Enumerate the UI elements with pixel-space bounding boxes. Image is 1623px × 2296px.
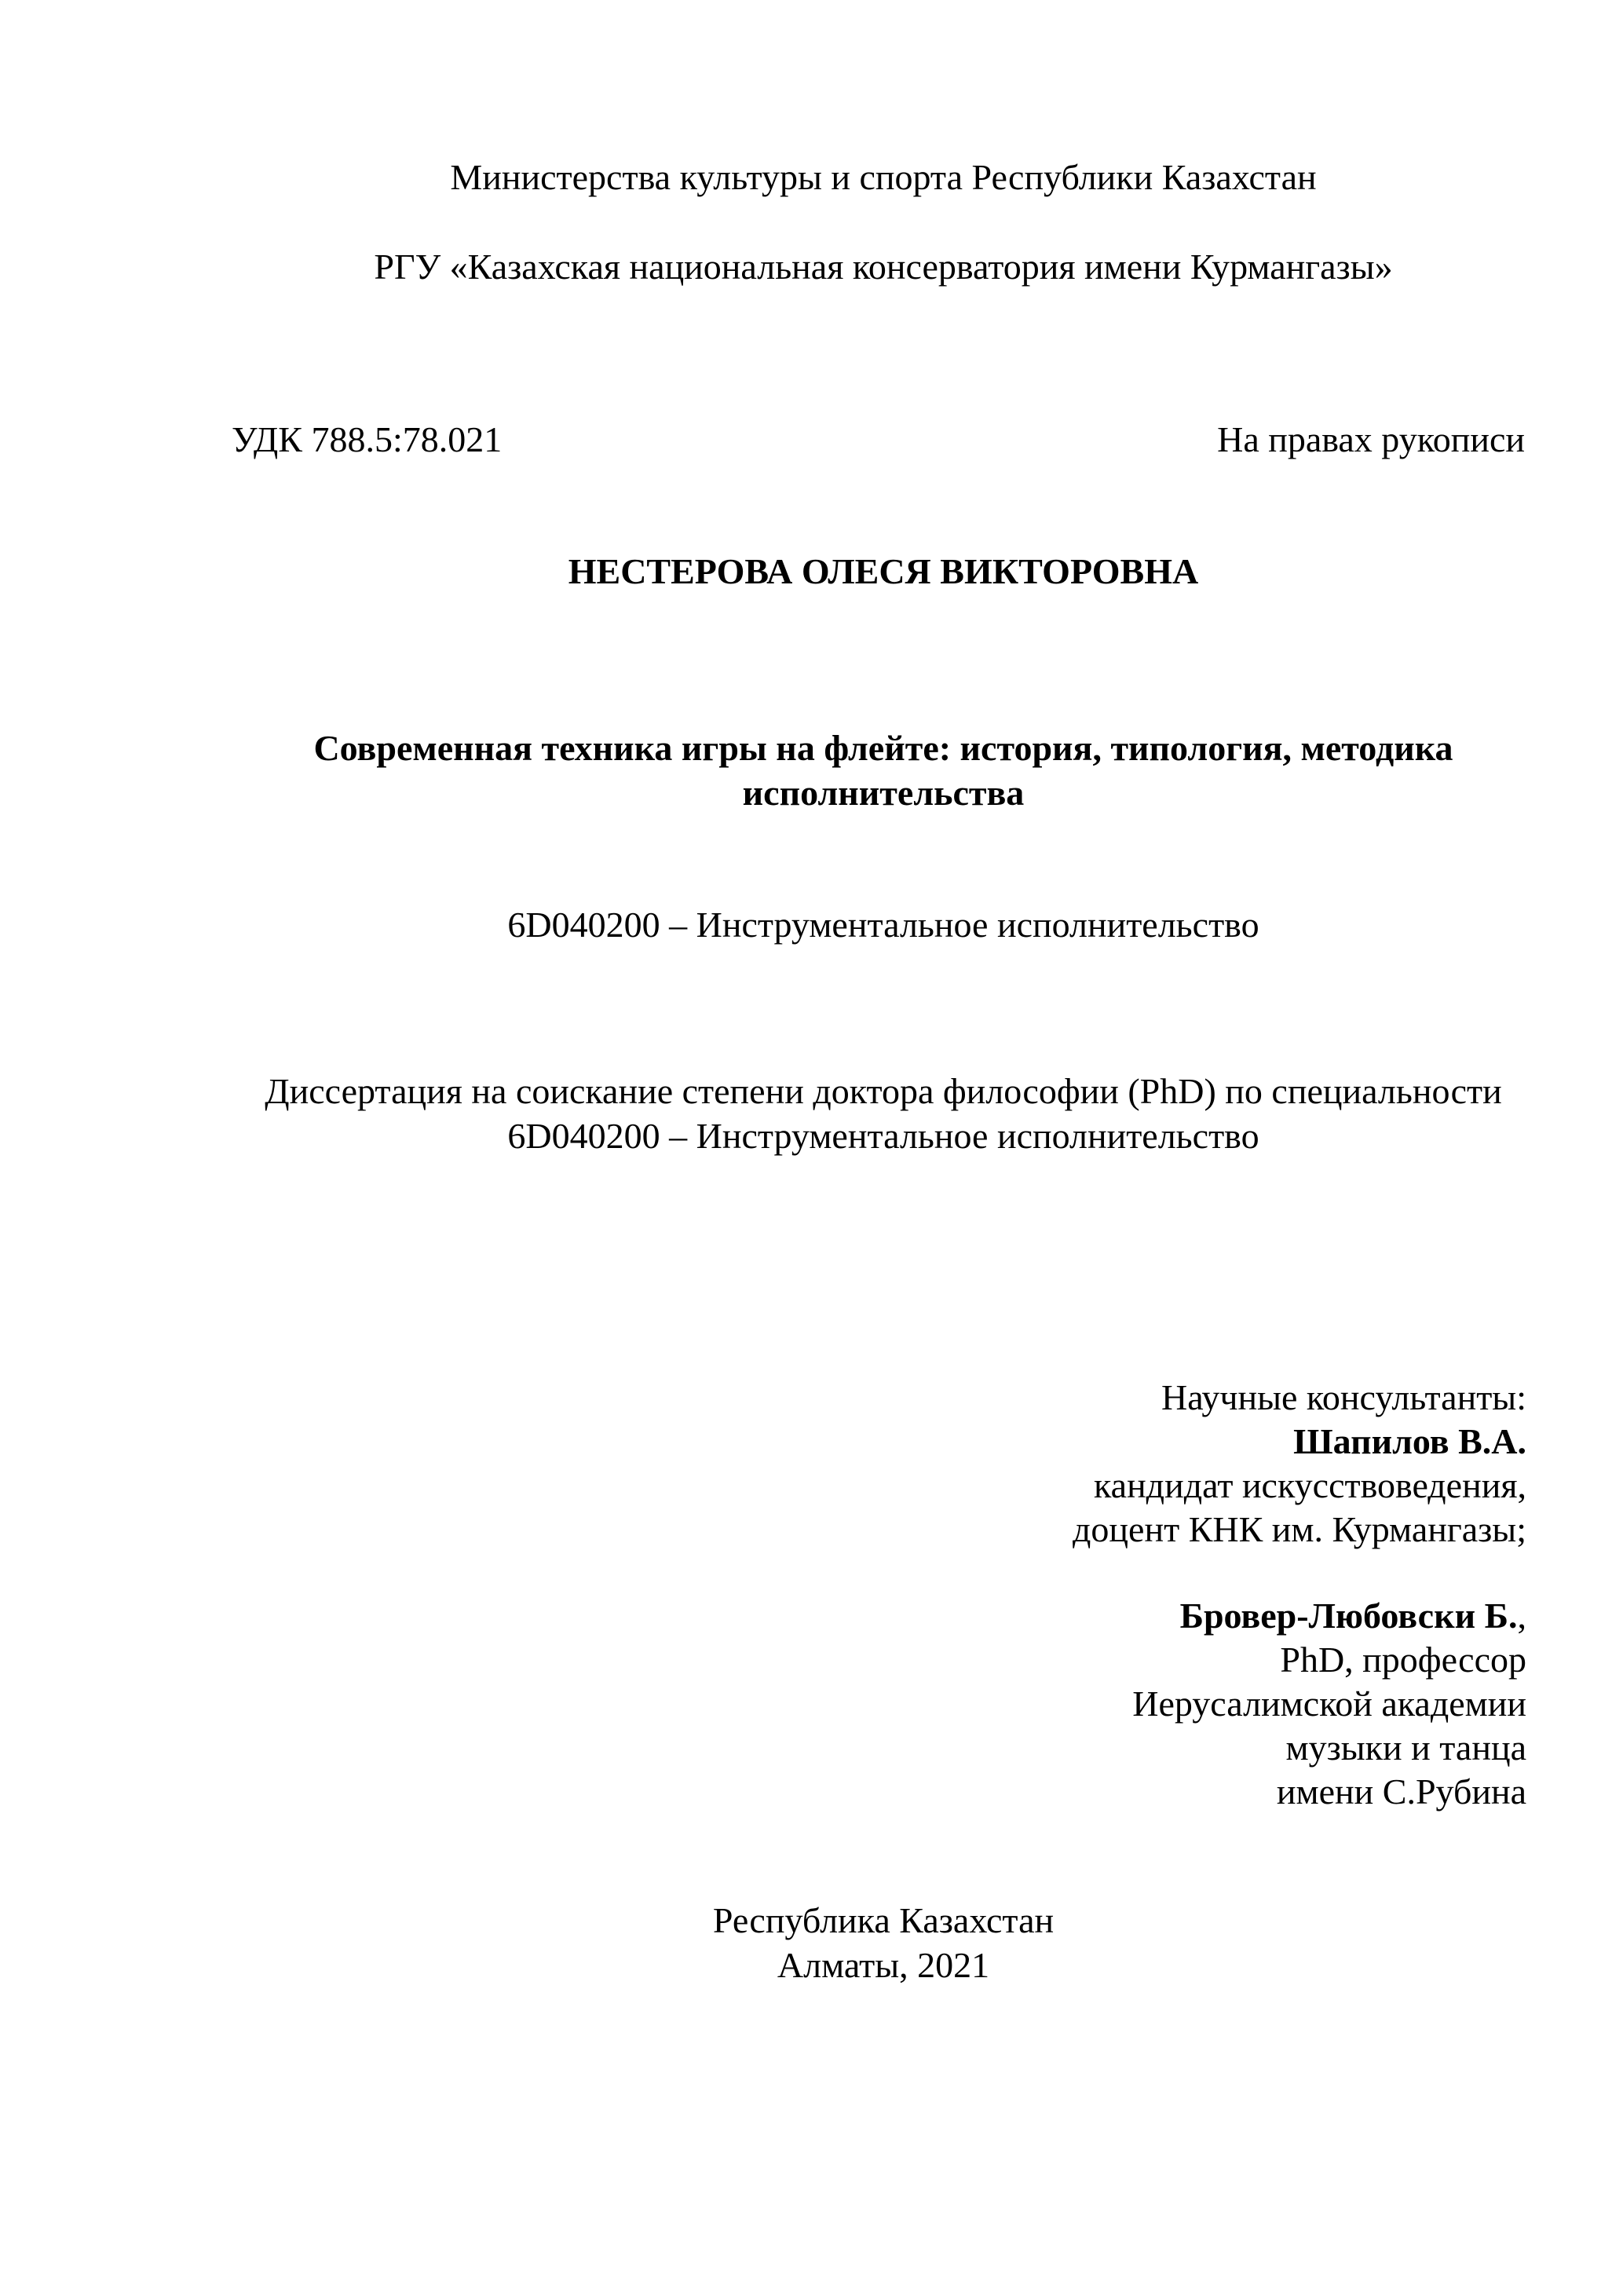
manuscript-note: На правах рукописи — [1217, 419, 1525, 459]
consultant-2-name-suffix: , — [1517, 1596, 1526, 1636]
consultant-2-name: Бровер-Любовски Б. — [1179, 1596, 1518, 1636]
consultant-2-name-line — [1073, 1594, 1526, 1638]
consultant-2-affiliation-2: музыки и танца — [1285, 1727, 1526, 1768]
consultant-2-affiliation-3: имени С.Рубина — [1276, 1771, 1526, 1812]
consultants-spacer — [1073, 1552, 1526, 1594]
ministry-heading: Министерства культуры и спорта Республики Казахстан — [450, 157, 1317, 197]
degree-statement-line-2: 6D040200 – Инструментальное исполнительство — [507, 1116, 1259, 1156]
footer-country: Республика Казахстан — [712, 1900, 1055, 1940]
dissertation-title-line-1: Современная техника игры на флейте: история, типология, методика — [313, 728, 1453, 768]
university-heading: РГУ «Казахская национальная консерватория имени Курмангазы» — [374, 247, 1393, 287]
consultant-2-degree: PhD, профессор — [1280, 1640, 1526, 1680]
degree-statement-line-1: Диссертация на соискание степени доктора философии (PhD) по специальности — [265, 1071, 1502, 1111]
consultant-1-title: кандидат искусствоведения, — [1094, 1465, 1526, 1505]
consultant-1-position: доцент КНК им. Курмангазы; — [1073, 1509, 1526, 1549]
consultant-1-name: Шапилов В.А. — [1293, 1421, 1526, 1461]
dissertation-title-line-2: исполнительства — [742, 773, 1025, 813]
udc-code: УДК 788.5:78.021 — [232, 419, 503, 459]
footer-city-year: Алматы, 2021 — [777, 1945, 990, 1985]
consultants-block — [1073, 1376, 1526, 1814]
consultant-2-affiliation-1: Иерусалимской академии — [1132, 1684, 1526, 1724]
specialty-code: 6D040200 – Инструментальное исполнительство — [507, 905, 1259, 945]
author-name: НЕСТЕРОВА ОЛЕСЯ ВИКТОРОВНА — [568, 551, 1199, 591]
consultants-heading: Научные консультанты: — [1161, 1377, 1526, 1417]
